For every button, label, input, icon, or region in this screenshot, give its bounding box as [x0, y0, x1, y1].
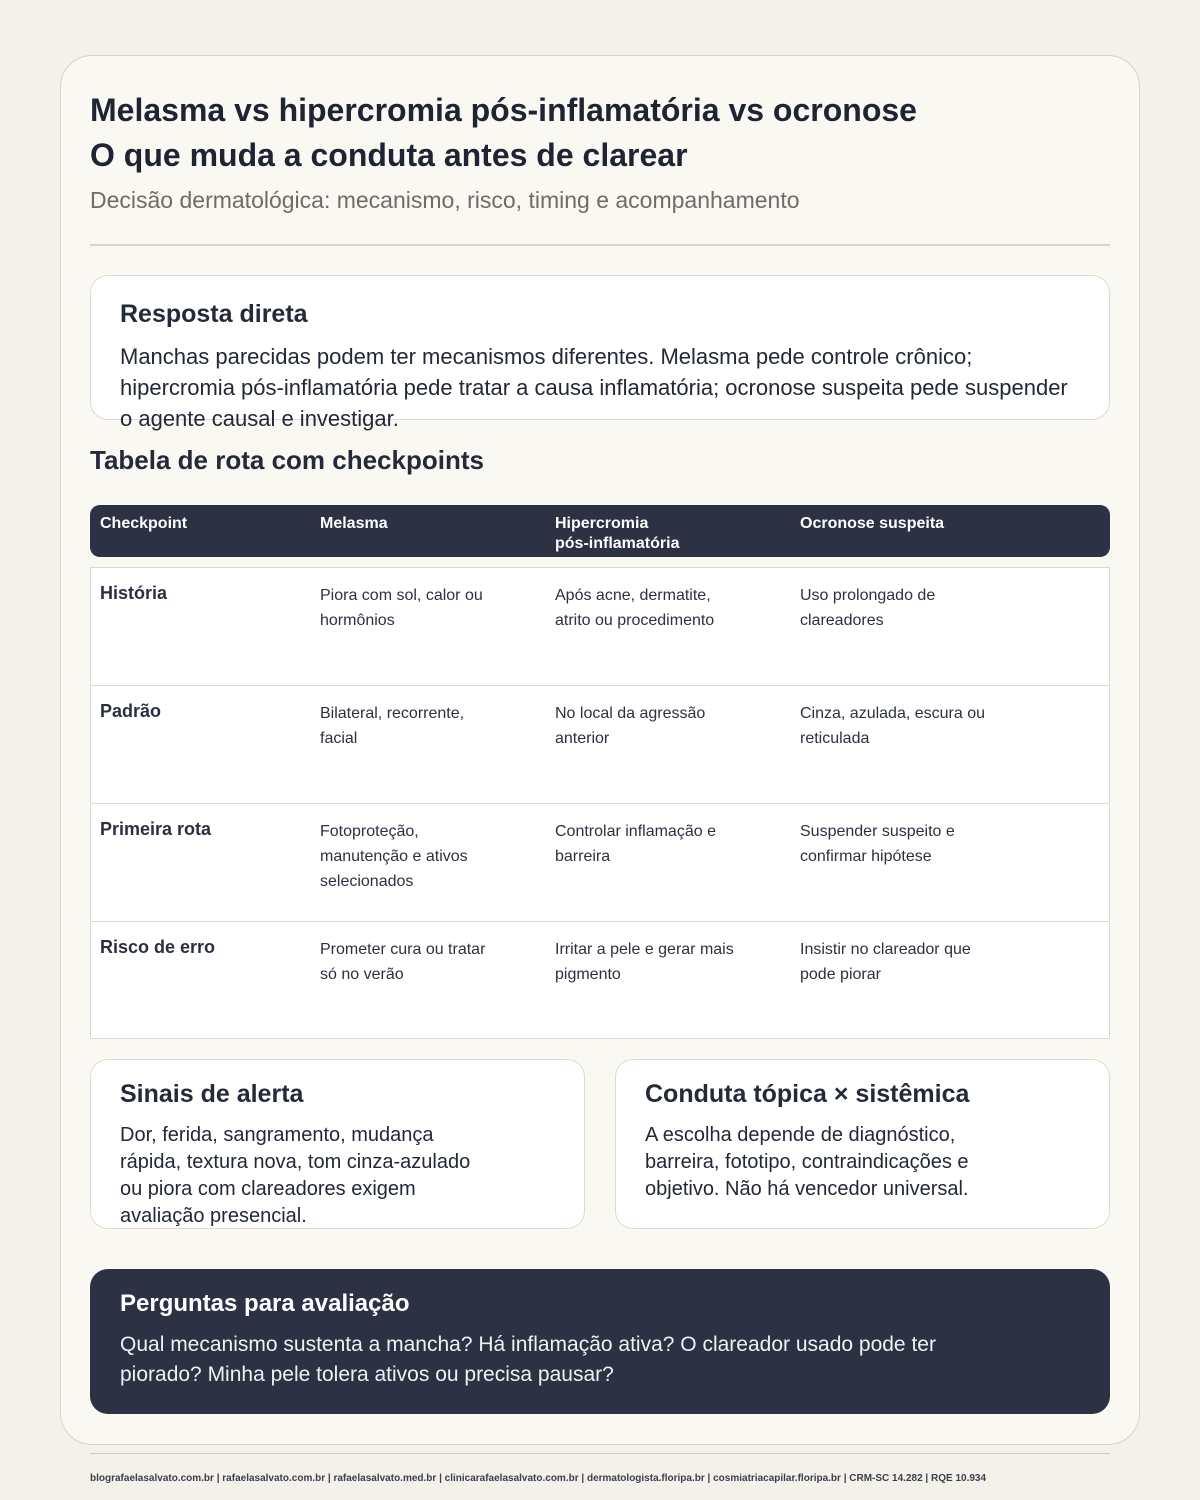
cell-melasma: Bilateral, recorrente, facial — [320, 705, 465, 747]
table-header — [90, 505, 1110, 557]
page-title — [90, 88, 917, 178]
footer-links: blografaelasalvato.com.br | rafaelasalvato.com.br | rafaelasalvato.med.br | clinicarafaelasalvato.com.br | dermatologista.floripa.br | cosmiatriacapilar.floripa.br | CRM-SC 14.282 | RQE 10.934 — [90, 1473, 987, 1484]
cell-ocronose: Uso prolongado de clareadores — [800, 587, 936, 629]
column-header-ocronose: Ocronose suspeita — [800, 515, 945, 532]
table-row — [91, 568, 1109, 686]
column-header-checkpoint: Checkpoint — [100, 515, 188, 532]
cell-ocronose: Cinza, azulada, escura ou reticulada — [800, 705, 985, 747]
row-label: Risco de erro — [100, 937, 216, 957]
table-body — [90, 567, 1110, 1039]
cell-hipercromia: Controlar inflamação e barreira — [555, 823, 716, 865]
row-label: Padrão — [100, 701, 162, 721]
cell-ocronose: Suspender suspeito e confirmar hipótese — [800, 823, 955, 865]
title-line-2: O que muda a conduta antes de clarear — [90, 137, 688, 173]
title-line-1: Melasma vs hipercromia pós-inflamatória vs ocronose — [90, 92, 917, 128]
table-heading: Tabela de rota com checkpoints — [90, 445, 484, 475]
cell-hipercromia: Após acne, dermatite, atrito ou procedimento — [555, 587, 715, 629]
table-row — [91, 921, 1109, 1039]
page-subtitle: Decisão dermatológica: mecanismo, risco, timing e acompanhamento — [90, 187, 800, 213]
answer-heading: Resposta direta — [120, 300, 308, 328]
row-label: História — [100, 583, 168, 603]
cell-melasma: Prometer cura ou tratar só no verão — [320, 941, 486, 983]
questions-heading: Perguntas para avaliação — [120, 1290, 410, 1317]
cell-melasma: Fotoproteção, manutenção e ativos selecionados — [320, 823, 468, 890]
cell-hipercromia: No local da agressão anterior — [555, 705, 706, 747]
column-header-melasma: Melasma — [320, 515, 388, 532]
footer-divider — [90, 1453, 1110, 1454]
cell-melasma: Piora com sol, calor ou hormônios — [320, 587, 483, 629]
column-header-hipercromia: Hipercromia pós-inflamatória — [555, 515, 680, 552]
conduct-text: A escolha depende de diagnóstico, barreira, fototipo, contraindicações e objetivo. Não há vencedor universal. — [645, 1124, 969, 1200]
cell-ocronose: Insistir no clareador que pode piorar — [800, 941, 971, 983]
answer-text: Manchas parecidas podem ter mecanismos diferentes. Melasma pede controle crônico; hipercromia pós-inflamatória pede tratar a causa inflamatória; ocronose suspeita pede suspender o agente causal e investigar. — [120, 344, 1068, 431]
table-row — [91, 803, 1109, 921]
row-label: Primeira rota — [100, 819, 212, 839]
conduct-heading: Conduta tópica × sistêmica — [645, 1080, 970, 1108]
cell-hipercromia: Irritar a pele e gerar mais pigmento — [555, 941, 734, 983]
alert-text: Dor, ferida, sangramento, mudança rápida, textura nova, tom cinza-azulado ou piora com clareadores exigem avaliação presencial. — [120, 1124, 471, 1227]
header-divider — [90, 244, 1110, 246]
questions-text: Qual mecanismo sustenta a mancha? Há inflamação ativa? O clareador usado pode ter piorado? Minha pele tolera ativos ou precisa pausar? — [120, 1333, 936, 1386]
alert-heading: Sinais de alerta — [120, 1080, 304, 1108]
table-row — [91, 685, 1109, 803]
